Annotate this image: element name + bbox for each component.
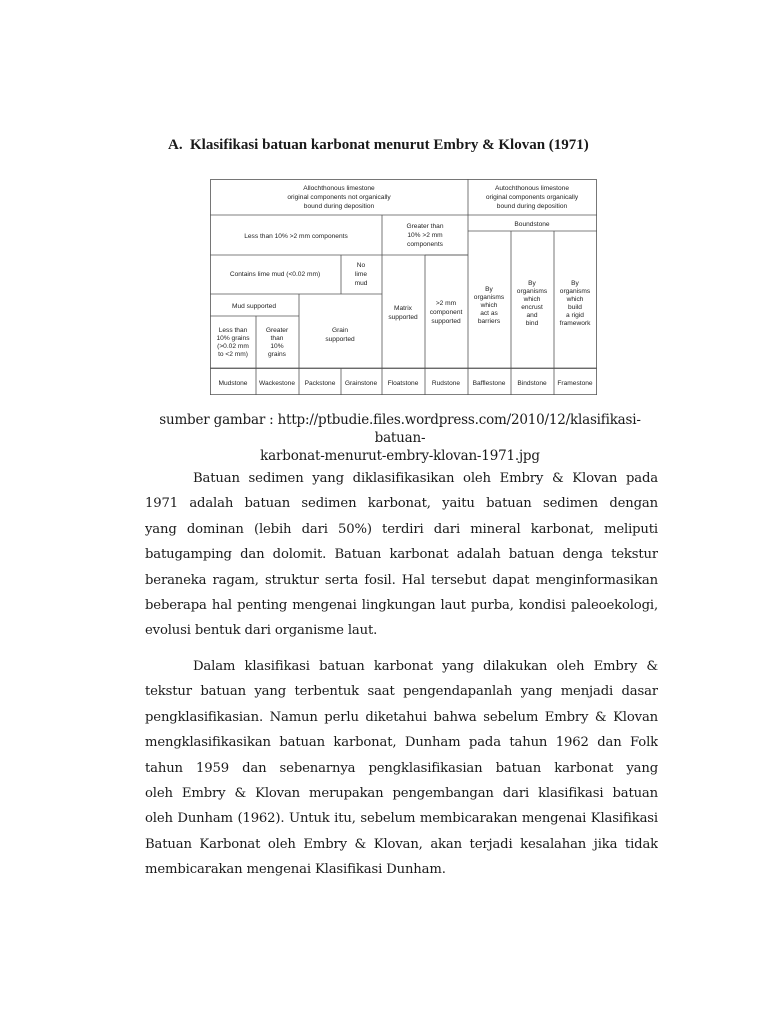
rock-bindstone: Bindstone — [517, 380, 547, 387]
paragraph-2-line: pengklasifikasian. Namun perlu diketahui bahwa sebelum Embry & Klovan — [145, 709, 658, 725]
caption-line-2: karbonat-menurut-embry-klovan-1971.jpg — [260, 448, 540, 464]
rock-packstone: Packstone — [304, 380, 336, 387]
paragraph-2-line: oleh Dunham (1962). Untuk itu, sebelum membicarakan mengenai Klasifikasi — [145, 811, 658, 827]
frame-desc-5: a rigid — [566, 312, 584, 319]
frame-desc-4: build — [568, 304, 582, 311]
bind-desc-6: bind — [525, 320, 539, 327]
mud-supported: Mud supported — [232, 303, 276, 310]
rock-grainstone: Grainstone — [344, 380, 378, 387]
greater-than-10-grains-2: than — [270, 335, 284, 342]
classification-table-diagram — [210, 179, 597, 395]
no-lime-mud-3: mud — [354, 280, 368, 287]
allochthonous-header-3: bound during deposition — [303, 203, 375, 210]
boundstone-label: Boundstone — [514, 221, 550, 228]
matrix-supported-1: Matrix — [394, 305, 412, 312]
bind-desc-5: and — [526, 312, 538, 319]
bind-desc-2: organisms — [516, 288, 548, 295]
rock-framestone: Framestone — [557, 380, 593, 387]
figure-caption — [140, 411, 660, 465]
autochthonous-header-3: bound during deposition — [496, 203, 568, 210]
frame-desc-3: which — [566, 296, 584, 303]
paragraph-1-line: beraneka ragam, struktur serta fosil. Hal tersebut dapat menginformasikan — [145, 572, 658, 588]
rock-wackestone: Wackestone — [258, 380, 296, 387]
less-than-10-grains-4: to <2 mm) — [218, 351, 248, 358]
bind-desc-3: which — [523, 296, 541, 303]
paragraph-2-line: membicarakan mengenai Klasifikasi Dunham. — [145, 862, 446, 878]
allochthonous-header-2: original components not organically — [287, 194, 391, 201]
no-lime-mud-1: No — [356, 262, 366, 269]
greater-than-10-2: 10% >2 mm — [407, 232, 443, 239]
paragraph-1-line: beberapa hal penting mengenai lingkungan laut purba, kondisi paleoekologi, — [145, 597, 658, 613]
frame-desc-1: By — [571, 280, 579, 287]
paragraph-1 — [145, 466, 658, 644]
grain-supported-1: Grain — [331, 327, 349, 334]
autochthonous-header-2: original components organically — [485, 194, 579, 201]
no-lime-mud-2: lime — [354, 271, 368, 278]
greater-than-10-3: components — [407, 241, 443, 248]
paragraph-1-line: Batuan sedimen yang diklasifikasikan oleh Embry & Klovan pada — [193, 471, 658, 486]
component-supported-1: >2 mm — [435, 300, 457, 307]
rock-floatstone: Floatstone — [387, 380, 419, 387]
less-than-10-grains-3: (>0.02 mm — [217, 343, 249, 350]
paragraph-1-line: 1971 adalah batuan sedimen karbonat, yaitu batuan sedimen dengan — [145, 496, 658, 512]
frame-desc-6: framework — [559, 320, 591, 327]
greater-than-10-grains-4: grains — [268, 351, 286, 358]
paragraph-1-line: evolusi bentuk dari organisme laut. — [145, 623, 378, 639]
baffle-desc-2: organisms — [473, 294, 505, 301]
paragraph-1-line: batugamping dan dolomit. Batuan karbonat adalah batuan denga tekstur — [145, 547, 658, 563]
bind-desc-1: By — [528, 280, 536, 287]
paragraph-2-line: tekstur batuan yang terbentuk saat pengendapanlah yang menjadi dasar — [145, 684, 658, 700]
less-than-10-grains-2: 10% grains — [216, 335, 250, 342]
baffle-desc-3: which — [480, 302, 498, 309]
bind-desc-4: encrust — [521, 304, 543, 311]
baffle-desc-1: By — [485, 286, 493, 293]
greater-than-10-grains-1: Greater — [265, 327, 289, 334]
paragraph-1-line: yang dominan (lebih dari 50%) terdiri dari mineral karbonat, meliputi — [145, 521, 658, 537]
rock-mudstone: Mudstone — [218, 380, 248, 387]
section-number: A. — [168, 137, 183, 153]
caption-line-1: sumber gambar : http://ptbudie.files.wordpress.com/2010/12/klasifikasi-batuan- — [159, 412, 641, 446]
paragraph-2-line: Batuan Karbonat oleh Embry & Klovan, akan terjadi kesalahan jika tidak — [145, 836, 658, 852]
less-than-10-components: Less than 10% >2 mm components — [244, 233, 348, 240]
grain-supported-2: supported — [325, 336, 355, 343]
paragraph-2-line: tahun 1959 dan sebenarnya pengklasifikasian batuan karbonat yang — [145, 760, 658, 776]
less-than-10-grains-1: Less than — [218, 327, 248, 334]
paragraph-2-line: Dalam klasifikasi batuan karbonat yang dilakukan oleh Embry & — [193, 659, 658, 674]
greater-than-10-1: Greater than — [406, 223, 444, 230]
classification-figure — [210, 179, 597, 395]
contains-lime-mud: Contains lime mud (<0.02 mm) — [229, 271, 321, 278]
allochthonous-header-1: Allochthonous limestone — [303, 185, 375, 192]
paragraph-2 — [145, 654, 658, 883]
matrix-supported-2: supported — [388, 314, 418, 321]
baffle-desc-5: barriers — [477, 318, 501, 325]
paragraph-2-line: oleh Embry & Klovan merupakan pengembangan dari klasifikasi batuan — [145, 785, 658, 801]
autochthonous-header-1: Autochthonous limestone — [494, 185, 570, 192]
baffle-desc-4: act as — [480, 310, 498, 317]
frame-desc-2: organisms — [559, 288, 591, 295]
rock-rudstone: Rudstone — [431, 380, 461, 387]
section-title: Klasifikasi batuan karbonat menurut Embry & Klovan (1971) — [190, 137, 589, 153]
section-heading — [168, 137, 648, 154]
greater-than-10-grains-3: 10% — [270, 343, 284, 350]
paragraph-2-line: mengklasifikasikan batuan karbonat, Dunham pada tahun 1962 dan Folk — [145, 735, 658, 751]
component-supported-3: supported — [431, 318, 461, 325]
component-supported-2: component — [429, 309, 463, 316]
rock-bafflestone: Bafflestone — [472, 380, 506, 387]
